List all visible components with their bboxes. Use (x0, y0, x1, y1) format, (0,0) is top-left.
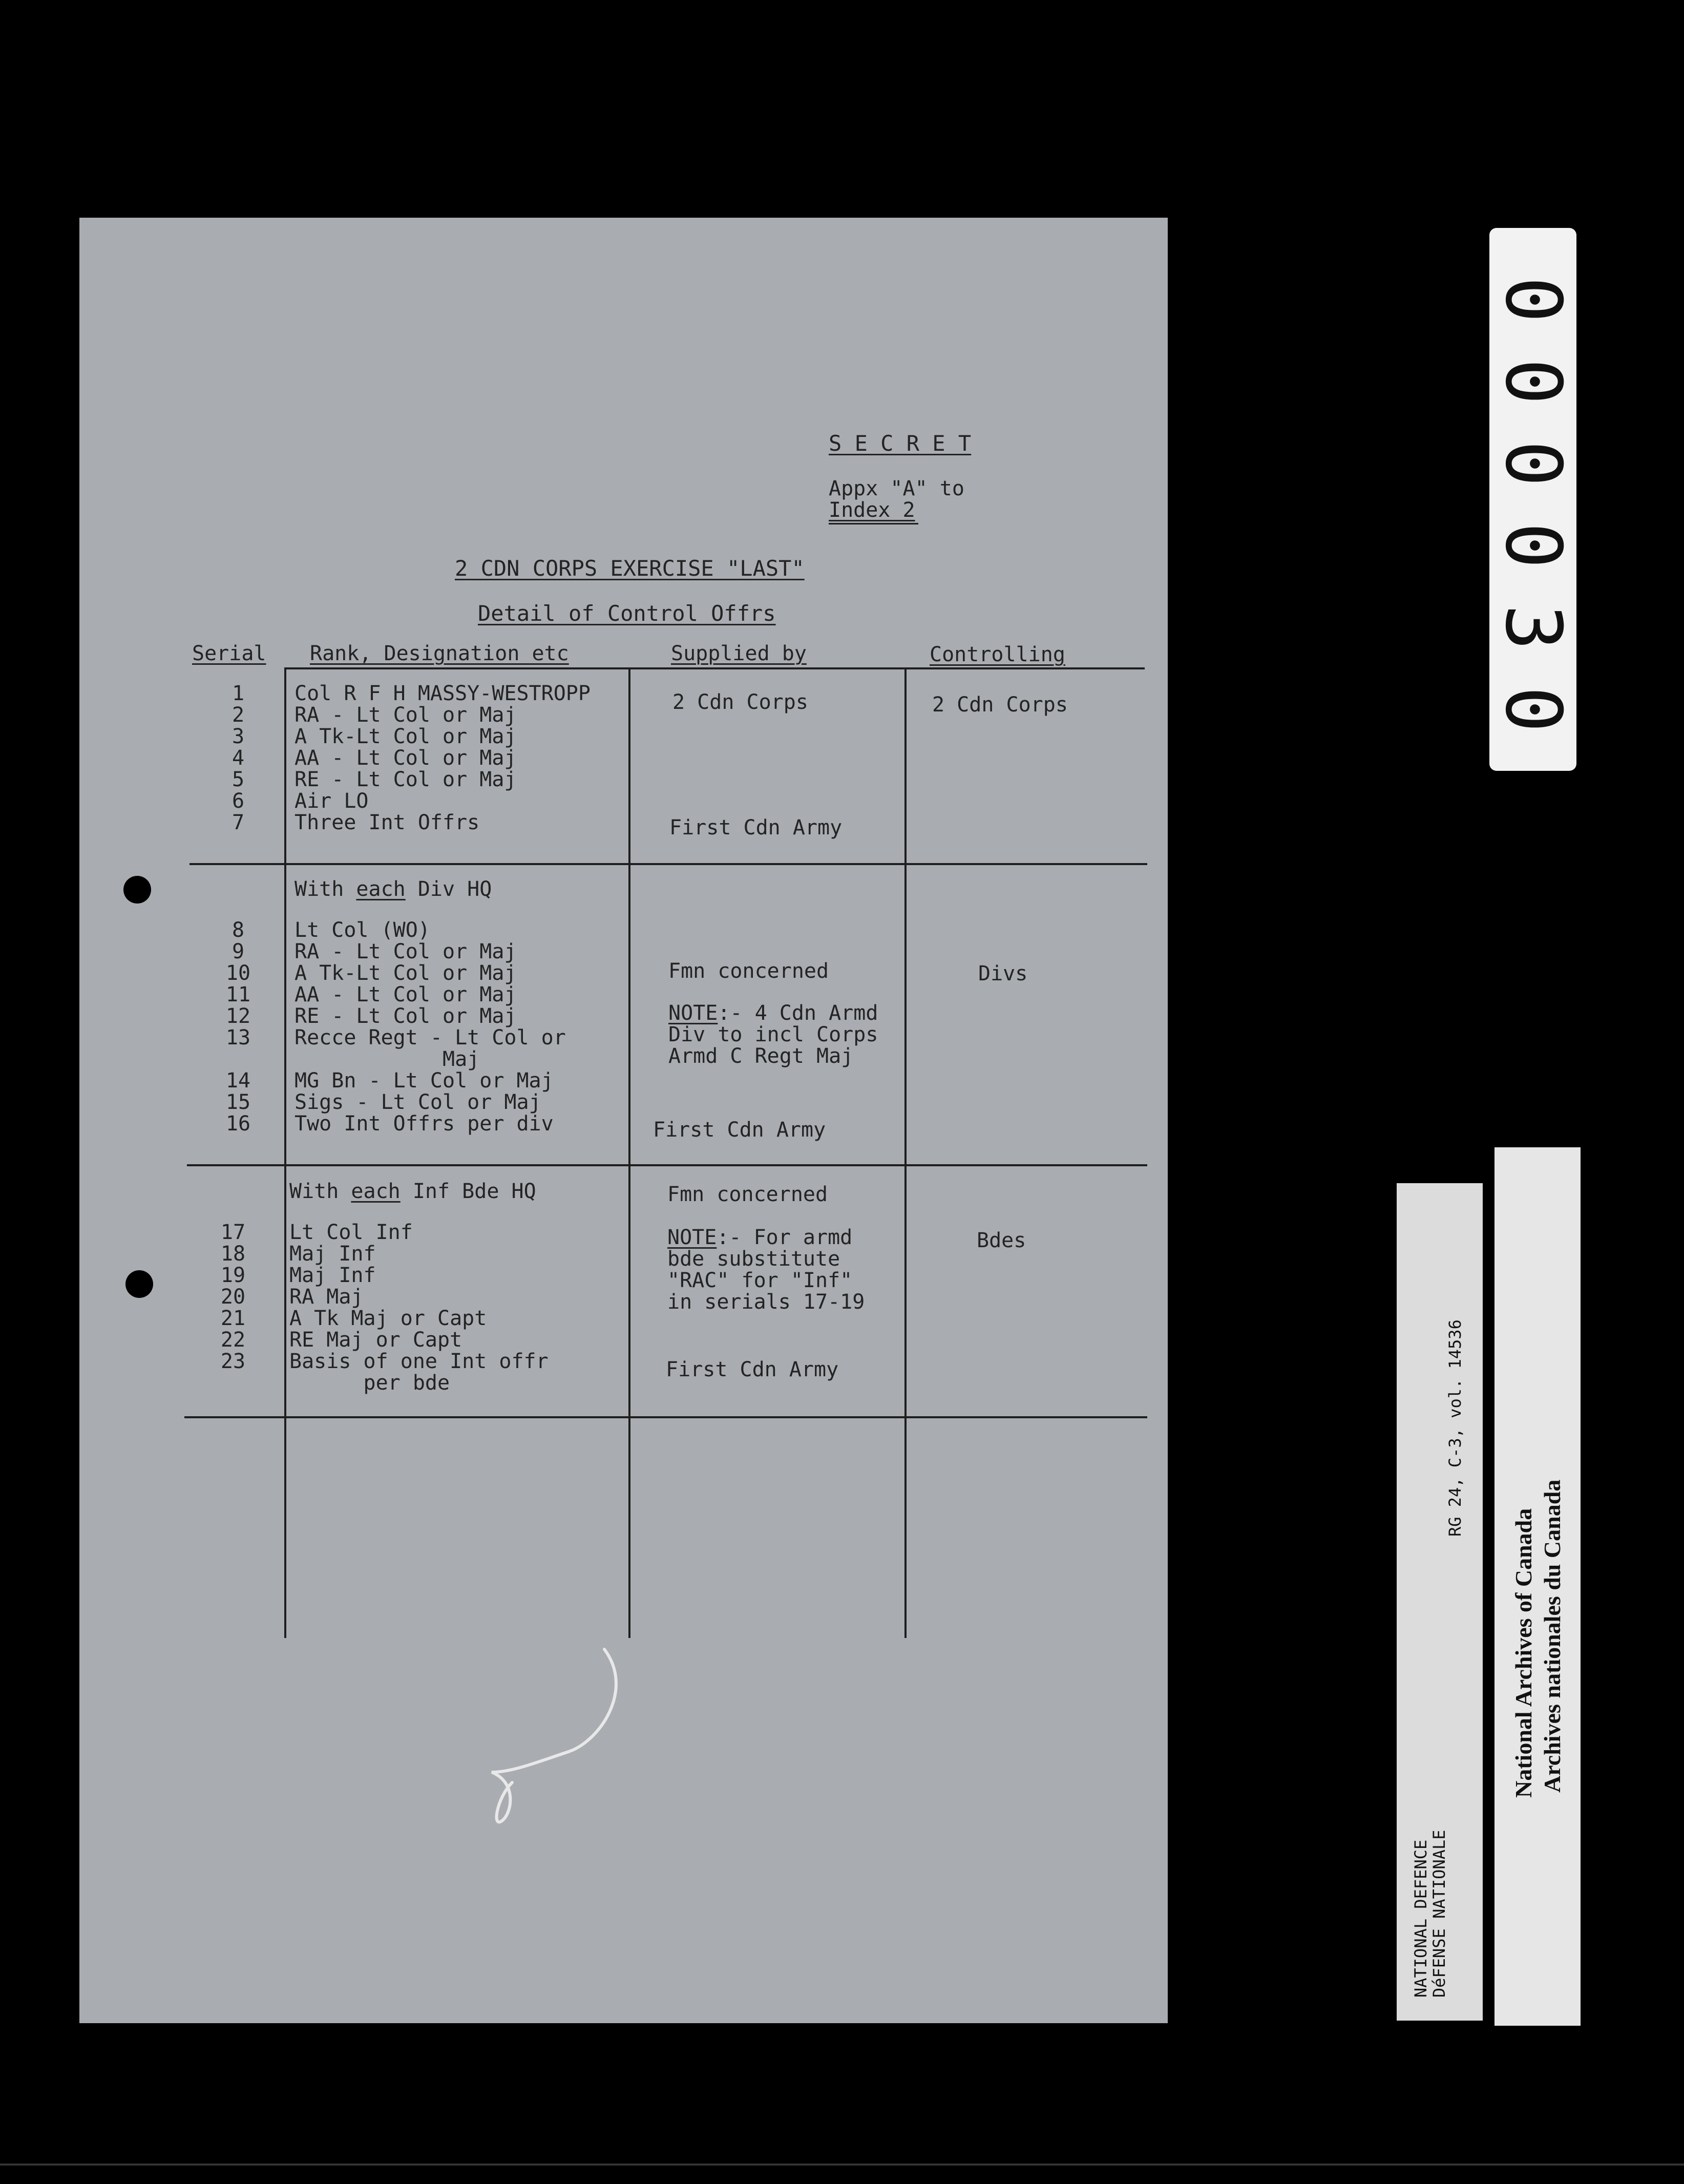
controlling-unit: Divs (978, 962, 1028, 985)
rank-designation: RE - Lt Col or Maj (294, 768, 517, 791)
serial-number: 21 (220, 1307, 246, 1330)
department-name-fr: DéFENSE NATIONALE (1429, 1830, 1449, 1998)
serial-number: 10 (225, 961, 251, 985)
table-vertical-rule-1 (284, 667, 286, 1638)
serial-number: 11 (225, 983, 251, 1006)
rank-designation: Col R F H MASSY-WESTROPP (294, 682, 591, 705)
section-heading: With each Inf Bde HQ (289, 1180, 536, 1203)
rank-designation-continued: Maj (294, 1047, 480, 1071)
column-header-serial: Serial (192, 642, 266, 665)
index-underline (829, 523, 918, 524)
film-edge-line (0, 2164, 1684, 2166)
rank-designation: A Tk Maj or Capt (289, 1307, 487, 1330)
rank-designation: Two Int Offrs per div (294, 1112, 554, 1136)
serial-number: 19 (220, 1264, 246, 1287)
serial-number: 7 (231, 811, 245, 834)
section-divider-1 (190, 863, 1147, 865)
serial-number: 1 (231, 682, 245, 705)
supplied-note: Armd C Regt Maj (668, 1044, 854, 1068)
serial-number: 5 (231, 768, 245, 791)
document-page (79, 218, 1168, 2023)
frame-digit: 3 (1488, 604, 1577, 651)
serial-number: 16 (225, 1112, 251, 1136)
archive-reference: RG 24, C-3, vol. 14536 (1445, 1319, 1465, 1537)
rank-designation: AA - Lt Col or Maj (294, 983, 517, 1006)
document-title: 2 CDN CORPS EXERCISE "LAST" (455, 556, 805, 581)
serial-number: 6 (231, 789, 245, 813)
supplied-by: First Cdn Army (666, 1358, 839, 1381)
rank-designation: MG Bn - Lt Col or Maj (294, 1069, 554, 1093)
supplied-by: 2 Cdn Corps (672, 690, 808, 714)
archives-canada-label (1494, 1147, 1581, 2026)
rank-designation: Recce Regt - Lt Col or (294, 1026, 566, 1049)
table-vertical-rule-3 (904, 667, 907, 1638)
serial-number: 14 (225, 1069, 251, 1093)
supplied-note: NOTE:- For armd (667, 1226, 853, 1249)
serial-number: 23 (220, 1350, 246, 1373)
rank-designation: Maj Inf (289, 1264, 376, 1287)
supplied-note: "RAC" for "Inf" (667, 1269, 853, 1292)
rank-designation: RE Maj or Capt (289, 1328, 462, 1352)
archives-name-fr: Archives nationales du Canada (1539, 1479, 1565, 1793)
rank-designation: A Tk-Lt Col or Maj (294, 961, 517, 985)
table-vertical-rule-2 (628, 667, 630, 1638)
controlling-unit: 2 Cdn Corps (932, 693, 1068, 717)
serial-number: 13 (225, 1026, 251, 1049)
rank-designation: RE - Lt Col or Maj (294, 1004, 517, 1028)
supplied-by: Fmn concerned (668, 959, 829, 983)
serial-number: 17 (220, 1221, 246, 1244)
rank-designation: Three Int Offrs (294, 811, 480, 834)
serial-number: 4 (231, 746, 245, 770)
rank-designation: RA - Lt Col or Maj (294, 940, 517, 963)
supplied-by: First Cdn Army (653, 1118, 826, 1142)
rank-designation: RA - Lt Col or Maj (294, 703, 517, 727)
archive-reference-label (1397, 1183, 1483, 2021)
frame-digit: 0 (1488, 686, 1577, 733)
rank-designation-continued: per bde (289, 1371, 450, 1395)
serial-number: 15 (225, 1090, 251, 1114)
document-subtitle: Detail of Control Offrs (478, 601, 776, 626)
serial-number: 20 (220, 1285, 246, 1309)
section-divider-2 (187, 1164, 1147, 1166)
index-reference: Index 2 (829, 498, 915, 522)
section-heading: With each Div HQ (294, 877, 492, 901)
rank-designation: RA Maj (289, 1285, 364, 1309)
rank-designation: Lt Col Inf (289, 1221, 413, 1244)
column-header-controlling: Controlling (930, 643, 1065, 666)
serial-number: 18 (220, 1242, 246, 1266)
controlling-unit: Bdes (977, 1229, 1026, 1252)
serial-number: 22 (220, 1328, 246, 1352)
handwritten-mark (481, 1644, 635, 1844)
serial-number: 2 (231, 703, 245, 727)
frame-digit: 0 (1488, 440, 1577, 487)
rank-designation: AA - Lt Col or Maj (294, 746, 517, 770)
serial-number: 3 (231, 725, 245, 748)
supplied-note: in serials 17-19 (667, 1290, 865, 1314)
rank-designation: Lt Col (WO) (294, 918, 430, 942)
supplied-note: Div to incl Corps (668, 1023, 878, 1046)
frame-digit: 0 (1488, 276, 1577, 323)
frame-digit: 0 (1488, 522, 1577, 569)
supplied-by: First Cdn Army (669, 816, 843, 839)
punch-hole (125, 1270, 153, 1298)
column-header-supplied: Supplied by (671, 642, 807, 665)
supplied-note: NOTE:- 4 Cdn Armd (668, 1001, 878, 1025)
rank-designation: Maj Inf (289, 1242, 376, 1266)
appendix-reference: Appx "A" to (829, 477, 964, 500)
table-header-rule (284, 667, 1145, 669)
supplied-note: bde substitute (667, 1247, 840, 1271)
punch-hole (123, 876, 151, 904)
frame-number-label (1489, 228, 1576, 771)
archives-name-en: National Archives of Canada (1510, 1508, 1536, 1798)
classification-marking: S E C R E T (829, 431, 972, 456)
department-name-en: NATIONAL DEFENCE (1411, 1839, 1430, 1998)
table-bottom-rule (184, 1416, 1147, 1418)
rank-designation: Sigs - Lt Col or Maj (294, 1090, 541, 1114)
column-header-rank: Rank, Designation etc (310, 642, 569, 665)
frame-digit: 0 (1488, 358, 1577, 405)
rank-designation: A Tk-Lt Col or Maj (294, 725, 517, 748)
rank-designation: Basis of one Int offr (289, 1350, 549, 1373)
serial-number: 9 (231, 940, 245, 963)
supplied-by: Fmn concerned (667, 1183, 828, 1206)
rank-designation: Air LO (294, 789, 369, 813)
serial-number: 12 (225, 1004, 251, 1028)
serial-number: 8 (231, 918, 245, 942)
